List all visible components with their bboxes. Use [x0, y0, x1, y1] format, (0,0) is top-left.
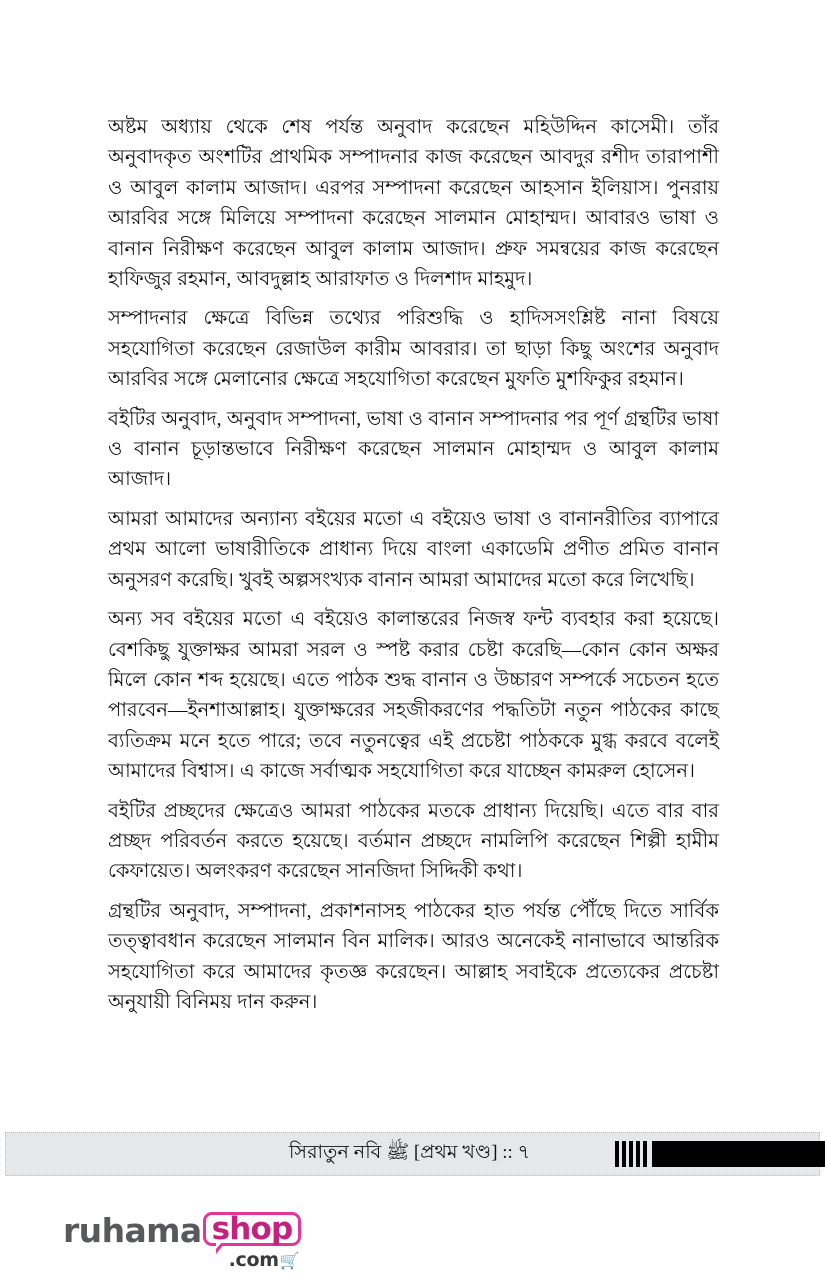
barcode-graphic — [615, 1141, 825, 1167]
page-footer — [5, 1132, 820, 1176]
shopping-cart-icon: 🛒 — [279, 1253, 300, 1270]
barcode-bar — [622, 1141, 626, 1167]
body-paragraph: সম্পাদনার ক্ষেত্রে বিভিন্ন তথ্যের পরিশুদ্ধি ও হাদিসসংশ্লিষ্ট নানা বিষয়ে সহযোগিতা করেছেন রেজাউল কারীম আবরার। তা ছাড়া কিছু অংশের অনুবাদ আরবির সঙ্গে মেলানোর ক্ষেত্রে সহযোগিতা করেছেন মুফতি মুশফিকুর রহমান। — [108, 308, 719, 391]
body-paragraph: বইটির অনুবাদ, অনুবাদ সম্পাদনা, ভাষা ও বানান সম্পাদনার পর পূর্ণ গ্রন্থটির ভাষা ও বানান চূড়ান্তভাবে নিরীক্ষণ করেছেন সালমান মোহাম্মদ ও আবুল কালাম আজাদ। — [108, 408, 719, 491]
logo-bubble-wrap — [203, 1210, 302, 1271]
footer-running-title: সিরাতুন নবি ﷺ [প্রথম খণ্ড] :: ৭ — [289, 1142, 531, 1163]
barcode-block — [652, 1141, 825, 1167]
body-paragraph: অন্য সব বইয়ের মতো এ বইয়েও কালান্তরের নিজস্ব ফন্ট ব্যবহার করা হয়েছে। বেশকিছু যুক্তাক্ষর আমরা সরল ও স্পষ্ট করার চেষ্টা করেছি—কোন কোন অক্ষর মিলে কোন শব্দ হয়েছে। এতে পাঠক শুদ্ধ বানান ও উচ্চারণ সম্পর্কে সচেতন হতে পারবেন—ইনশাআল্লাহ। যুক্তাক্ষরের সহজীকরণের পদ্ধতিটা নতুন পাঠকের কাছে ব্যতিক্রম মনে হতে পারে; তবে নতুনত্বের এই প্রচেষ্টা পাঠককে মুগ্ধ করবে বলেই আমাদের বিশ্বাস। এ কাজে সর্বাত্মক সহযোগিতা করে যাচ্ছেন কামরুল হোসেন। — [108, 609, 719, 783]
logo-word-ruhama: ruhama — [63, 1211, 202, 1250]
footer-content — [289, 1138, 825, 1170]
barcode-bar — [629, 1141, 633, 1167]
logo-bubble-tail-inner-icon — [216, 1242, 222, 1249]
body-paragraph: বইটির প্রচ্ছদের ক্ষেত্রেও আমরা পাঠকের মতকে প্রাধান্য দিয়েছি। এতে বার বার প্রচ্ছদ পরিবর্তন করতে হয়েছে। বর্তমান প্রচ্ছদে নামলিপি করেছেন শিল্পী হামীম কেফায়েত। অলংকরণ করেছেন সানজিদা সিদ্দিকী কথা। — [108, 800, 719, 883]
ruhamashop-logo — [63, 1210, 301, 1271]
barcode-bar — [615, 1141, 619, 1167]
body-paragraph: আমরা আমাদের অন্যান্য বইয়ের মতো এ বইয়েও ভাষা ও বানানরীতির ব্যাপারে প্রথম আলো ভাষারীতিকে প্রাধান্য দিয়ে বাংলা একাডেমি প্রণীত প্রমিত বানান অনুসরণ করেছি। খুবই অল্পসংখ্যক বানান আমরা আমাদের মতো করে লিখেছি। — [108, 508, 719, 591]
barcode-bar — [636, 1141, 640, 1167]
logo-speech-bubble — [203, 1212, 302, 1246]
page-body-text — [108, 113, 719, 1018]
logo-domain-suffix: .com — [228, 1249, 279, 1271]
barcode-bar — [643, 1141, 647, 1167]
logo-domain-row — [229, 1249, 300, 1271]
body-paragraph: অষ্টম অধ্যায় থেকে শেষ পর্যন্ত অনুবাদ করেছেন মহিউদ্দিন কাসেমী। তাঁর অনুবাদকৃত অংশটির প্রাথমিক সম্পাদনার কাজ করেছেন আবদুর রশীদ তারাপাশী ও আবুল কালাম আজাদ। এরপর সম্পাদনা করেছেন আহসান ইলিয়াস। পুনরায় আরবির সঙ্গে মিলিয়ে সম্পাদনা করেছেন সালমান মোহাম্মদ। আবারও ভাষা ও বানান নিরীক্ষণ করেছেন আবুল কালাম আজাদ। প্রুফ সমন্বয়ের কাজ করেছেন হাফিজুর রহমান, আবদুল্লাহ আরাফাত ও দিলশাদ মাহমুদ। — [108, 117, 719, 291]
logo-word-shop: shop — [211, 1210, 293, 1247]
body-paragraph: গ্রন্থটির অনুবাদ, সম্পাদনা, প্রকাশনাসহ পাঠকের হাত পর্যন্ত পৌঁছে দিতে সার্বিক তত্ত্বাবধান করেছেন সালমান বিন মালিক। আরও অনেকেই নানাভাবে আন্তরিক সহযোগিতা করে আমাদের কৃতজ্ঞ করেছেন। আল্লাহ সবাইকে প্রত্যেকের প্রচেষ্টা অনুযায়ী বিনিময় দান করুন। — [108, 900, 719, 1013]
